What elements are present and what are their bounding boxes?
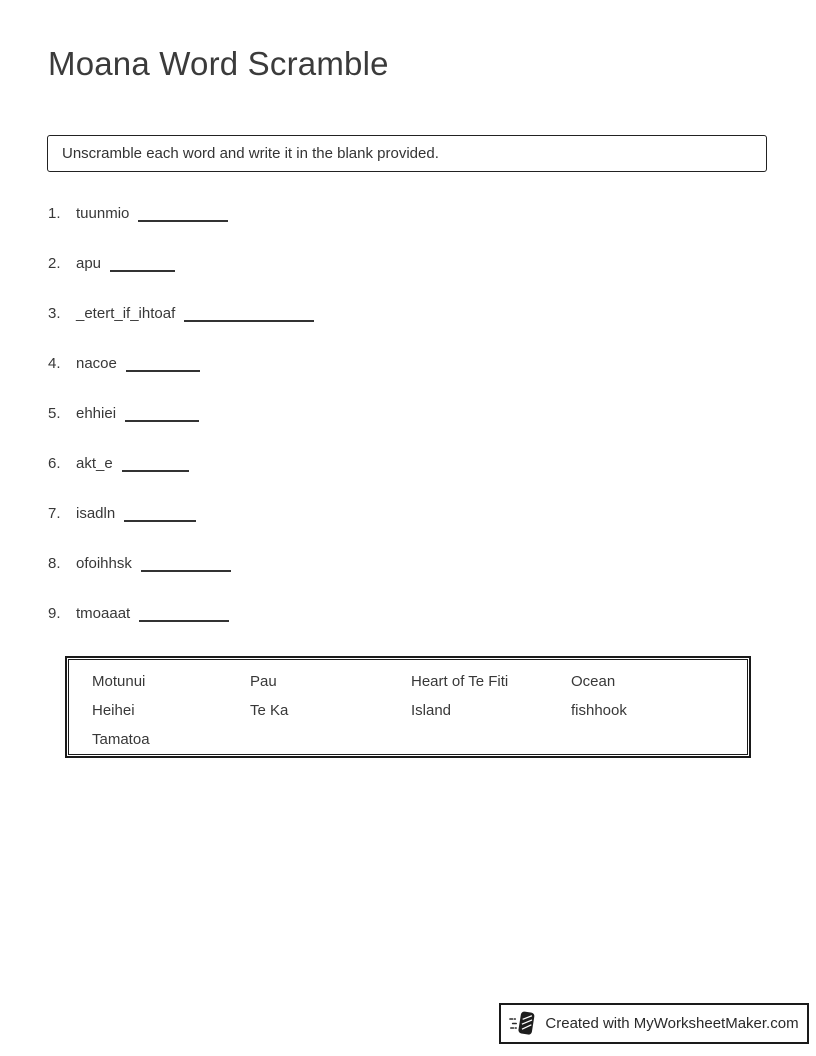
scramble-item-1 xyxy=(48,204,314,224)
word-bank-item: fishhook xyxy=(571,702,627,719)
scramble-list xyxy=(48,204,314,654)
scrambled-word: _etert_if_ihtoaf xyxy=(76,305,176,322)
scramble-item-8 xyxy=(48,554,314,574)
item-number: 5. xyxy=(48,405,61,422)
scrambled-word: tmoaaat xyxy=(76,605,131,622)
instructions-text: Unscramble each word and write it in the blank provided. xyxy=(62,145,439,162)
scramble-item-9 xyxy=(48,604,314,624)
word-bank-item: Heart of Te Fiti xyxy=(411,673,509,690)
word-bank-item: Te Ka xyxy=(250,702,289,719)
scramble-item-4 xyxy=(48,354,314,374)
instructions-box xyxy=(47,135,767,172)
scrambled-word: apu xyxy=(76,255,102,272)
item-number: 8. xyxy=(48,555,61,572)
item-number: 2. xyxy=(48,255,61,272)
answer-blank xyxy=(110,266,175,272)
scramble-item-6 xyxy=(48,454,314,474)
scrambled-word: nacoe xyxy=(76,355,117,372)
item-number: 1. xyxy=(48,205,61,222)
item-number: 9. xyxy=(48,605,61,622)
word-bank-grid xyxy=(68,659,748,755)
worksheet-maker-logo-icon xyxy=(509,1010,536,1037)
answer-blank xyxy=(184,316,314,322)
scrambled-word: akt_e xyxy=(76,455,113,472)
item-number: 3. xyxy=(48,305,61,322)
word-bank-item: Tamatoa xyxy=(92,731,150,748)
page-title: Moana Word Scramble xyxy=(48,45,389,82)
answer-blank xyxy=(139,616,229,622)
scrambled-word: ehhiei xyxy=(76,405,117,422)
answer-blank xyxy=(126,366,200,372)
scrambled-word: ofoihhsk xyxy=(76,555,132,572)
scramble-item-3 xyxy=(48,304,314,324)
item-number: 6. xyxy=(48,455,61,472)
word-bank-item: Ocean xyxy=(571,673,616,690)
word-bank-item: Heihei xyxy=(92,702,135,719)
answer-blank xyxy=(124,516,196,522)
answer-blank xyxy=(141,566,231,572)
word-bank xyxy=(65,656,751,758)
scrambled-word: isadln xyxy=(76,505,116,522)
credit-text: Created with MyWorksheetMaker.com xyxy=(545,1015,799,1032)
item-number: 7. xyxy=(48,505,61,522)
item-number: 4. xyxy=(48,355,61,372)
answer-blank xyxy=(138,216,228,222)
credit-box xyxy=(499,1003,809,1044)
scrambled-word: tuunmio xyxy=(76,205,130,222)
word-bank-item: Island xyxy=(411,702,452,719)
scramble-item-7 xyxy=(48,504,314,524)
scramble-item-2 xyxy=(48,254,314,274)
word-bank-item: Motunui xyxy=(92,673,146,690)
answer-blank xyxy=(122,466,189,472)
scramble-item-5 xyxy=(48,404,314,424)
word-bank-item: Pau xyxy=(250,673,277,690)
answer-blank xyxy=(125,416,199,422)
